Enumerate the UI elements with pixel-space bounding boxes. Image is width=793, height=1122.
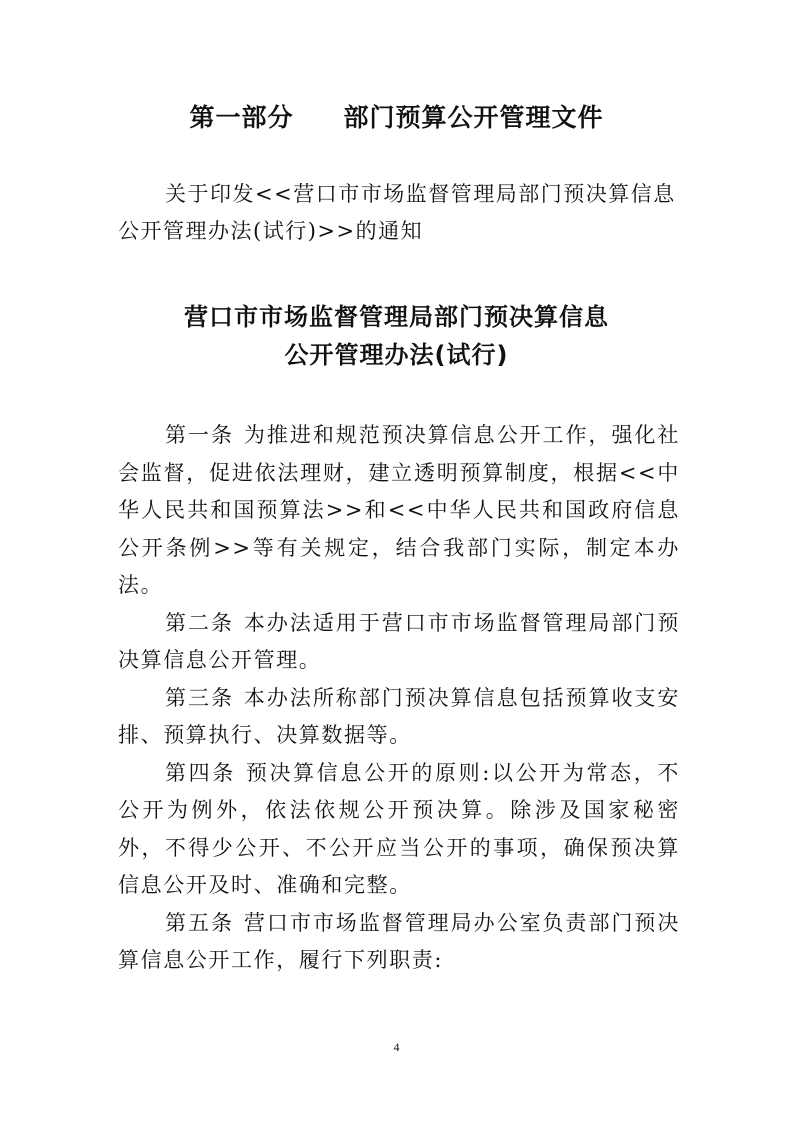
part-heading <box>0 100 793 136</box>
article-list <box>118 417 680 980</box>
document-title-line-2: 公开管理办法(试行) <box>284 341 509 369</box>
notice-title: 关于印发<<营口市市场监督管理局部门预决算信息公开管理办法(试行)>>的通知 <box>118 182 676 243</box>
document-title <box>0 298 793 374</box>
article-label: 第五条 <box>165 910 234 935</box>
article-2 <box>118 605 680 680</box>
article-label: 第二条 <box>165 610 234 635</box>
article-text: 为推进和规范预决算信息公开工作，强化社会监督，促进依法理财，建立透明预算制度，根据<<中华人民共和国预算法>>和<<中华人民共和国政府信息公开条例>>等有关规定，结合我部门实际，制定本办法。 <box>118 423 680 597</box>
article-label: 第一条 <box>165 423 234 447</box>
article-label: 第三条 <box>165 685 234 710</box>
page-number: 4 <box>393 1040 400 1054</box>
part-name: 部门预算公开管理文件 <box>343 103 604 132</box>
article-text: 预决算信息公开的原则:以公开为常态，不公开为例外，依法依规公开预决算。除涉及国家秘密外，不得少公开、不公开应当公开的事项，确保预决算信息公开及时、准确和完整。 <box>118 760 680 897</box>
article-1 <box>118 417 680 605</box>
article-5 <box>118 905 680 980</box>
article-label: 第四条 <box>165 760 236 785</box>
article-text: 本办法所称部门预决算信息包括预算收支安排、预算执行、决算数据等。 <box>118 685 680 747</box>
article-text: 营口市市场监督管理局办公室负责部门预决算信息公开工作，履行下列职责: <box>118 910 680 972</box>
article-text: 本办法适用于营口市市场监督管理局部门预决算信息公开管理。 <box>118 610 680 672</box>
article-3 <box>118 680 680 755</box>
document-title-line-1: 营口市市场监督管理局部门预决算信息 <box>184 303 609 331</box>
part-label: 第一部分 <box>189 103 294 132</box>
article-4 <box>118 755 680 905</box>
